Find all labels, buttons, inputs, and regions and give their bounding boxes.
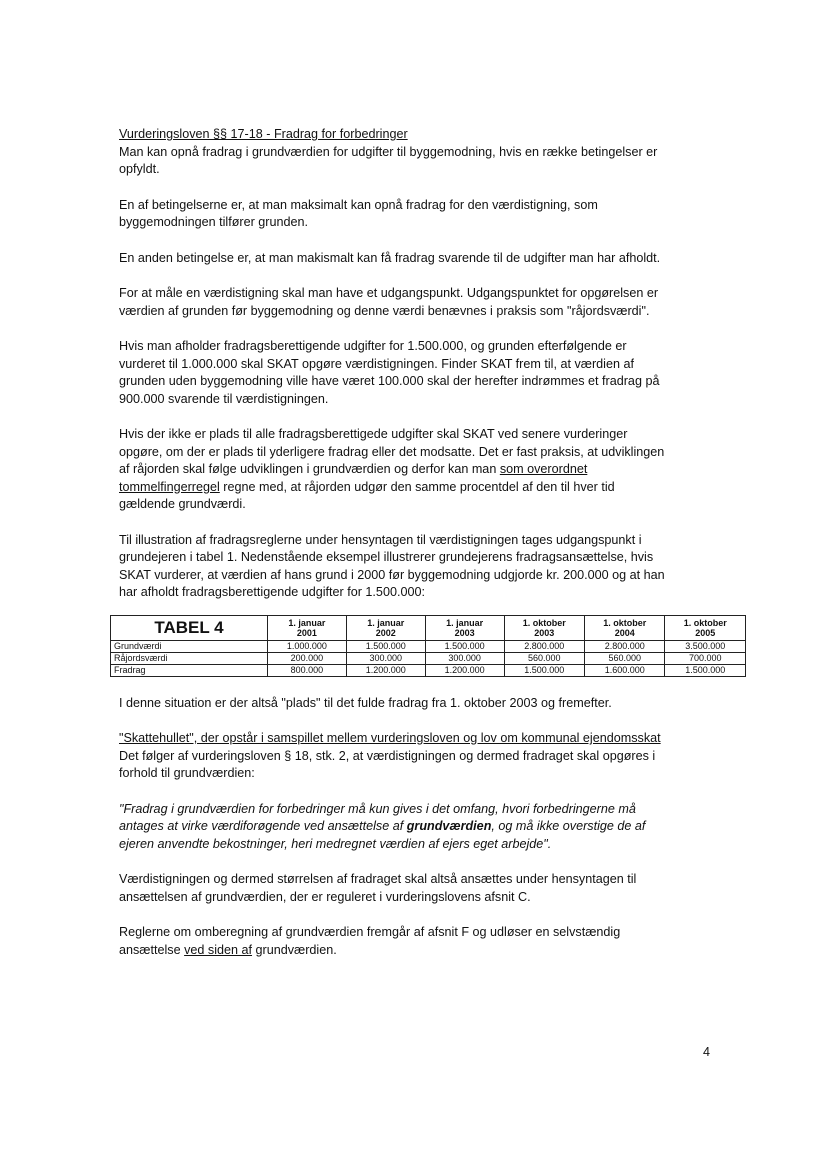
text-line: opgøre, om der er plads til yderligere fradrag eller det modsatte. Det er fast praksis, at udviklingen bbox=[119, 444, 665, 459]
paragraph-2 bbox=[119, 197, 719, 232]
text-line: har afholdt fradragsberettigende udgifter for 1.500.000: bbox=[119, 585, 425, 599]
table-cell: 1.200.000 bbox=[425, 664, 504, 676]
table-row bbox=[111, 652, 746, 664]
underlined-text: tommelfingerregel bbox=[119, 479, 220, 494]
text-line bbox=[119, 818, 719, 836]
paragraph-6 bbox=[119, 426, 719, 514]
paragraph-5 bbox=[119, 338, 719, 408]
paragraph-7 bbox=[119, 532, 719, 602]
table-cell: 1.500.000 bbox=[425, 640, 504, 652]
table-row bbox=[111, 640, 746, 652]
text-span: ansættelse bbox=[119, 942, 185, 957]
column-header: 1. oktober 2005 bbox=[665, 615, 746, 640]
table-cell: 300.000 bbox=[425, 652, 504, 664]
text-line: Man kan opnå fradrag i grundværdien for udgifter til byggemodning, hvis en række betingelser er bbox=[119, 144, 658, 159]
paragraph-8 bbox=[119, 695, 719, 713]
text-line: ejeren anvendte bekostninger, heri medregnet værdien af ejers eget arbejde". bbox=[119, 836, 552, 851]
underlined-text: som overordnet bbox=[499, 462, 588, 476]
column-header: 1. januar 2001 bbox=[268, 615, 347, 640]
table-cell: 300.000 bbox=[346, 652, 425, 664]
text-span: regne med, at råjorden udgør den samme procentdel af den til hver tid bbox=[219, 479, 615, 494]
table-cell: 2.800.000 bbox=[585, 640, 665, 652]
table-cell: 560.000 bbox=[504, 652, 584, 664]
text-line: SKAT vurderer, at værdien af hans grund i 2000 før byggemodning udgjorde kr. 200.000 og at han bbox=[119, 567, 665, 582]
table-4 bbox=[110, 615, 746, 677]
table-cell: 2.800.000 bbox=[504, 640, 584, 652]
section-heading-2: "Skattehullet", der opstår i samspillet mellem vurderingsloven og lov om kommunal ejendomsskat bbox=[119, 731, 661, 745]
table-cell: 1.000.000 bbox=[268, 640, 347, 652]
text-span: , og må ikke overstige de af bbox=[491, 819, 646, 833]
bold-text: grundværdien bbox=[406, 819, 492, 833]
column-header: 1. januar 2002 bbox=[346, 615, 425, 640]
text-line: forhold til grundværdien: bbox=[119, 766, 255, 780]
text-line: I denne situation er der altså "plads" til det fulde fradrag fra 1. oktober 2003 og fremefter. bbox=[119, 695, 612, 710]
text-line: gældende grundværdi. bbox=[119, 497, 246, 511]
text-line: Reglerne om omberegning af grundværdien fremgår af afsnit F og udløser en selvstændig bbox=[119, 925, 621, 939]
row-label: Grundværdi bbox=[111, 640, 268, 652]
table-cell: 1.500.000 bbox=[504, 664, 584, 676]
text-line bbox=[119, 479, 719, 497]
paragraph-11 bbox=[119, 924, 719, 959]
text-line: Værdistigningen og dermed størrelsen af fradraget skal altså ansættes under hensyntagen til bbox=[119, 872, 637, 886]
column-header: 1. januar 2003 bbox=[425, 615, 504, 640]
text-line: Hvis man afholder fradragsberettigende udgifter for 1.500.000, og grunden efterfølgende er bbox=[119, 339, 627, 353]
text-line: byggemodningen tilfører grunden. bbox=[119, 215, 309, 229]
table-row bbox=[111, 664, 746, 676]
table-cell: 200.000 bbox=[268, 652, 347, 664]
text-line bbox=[119, 942, 719, 960]
paragraph-3 bbox=[119, 250, 719, 268]
text-span: af råjorden skal følge udviklingen i grundværdien og derfor kan man bbox=[119, 462, 500, 476]
table-cell: 1.500.000 bbox=[346, 640, 425, 652]
text-line: En anden betingelse er, at man makismalt kan få fradrag svarende til de udgifter man har afholdt. bbox=[119, 250, 661, 265]
text-line: 900.000 svarende til værdistigningen. bbox=[119, 391, 329, 406]
underlined-text: ved siden af bbox=[184, 942, 253, 957]
text-span: antages at virke værdiforøgende ved ansættelse af bbox=[119, 819, 407, 833]
text-line: opfyldt. bbox=[119, 162, 160, 176]
text-line: ansættelsen af grundværdien, der er reguleret i vurderingslovens afsnit C. bbox=[119, 889, 531, 904]
table-header-row bbox=[111, 615, 746, 640]
row-label: Råjordsværdi bbox=[111, 652, 268, 664]
text-line: værdien af grunden før byggemodning og denne værdi benævnes i praksis som "råjordsværdi". bbox=[119, 303, 650, 318]
legal-quote bbox=[119, 801, 719, 854]
row-label: Fradrag bbox=[111, 664, 268, 676]
text-line: grunden uden byggemodning ville have været 100.000 skal der herefter indrømmes et fradrag på bbox=[119, 374, 660, 388]
column-header: 1. oktober 2003 bbox=[504, 615, 584, 640]
text-line: En af betingelserne er, at man maksimalt kan opnå fradrag for den værdistigning, som bbox=[119, 197, 598, 212]
text-line: vurderet til 1.000.000 skal SKAT opgøre værdistigningen. Finder SKAT frem til, at værdien af bbox=[119, 356, 634, 371]
table-cell: 1.600.000 bbox=[585, 664, 665, 676]
table-cell: 1.500.000 bbox=[665, 664, 746, 676]
text-span: grundværdien. bbox=[252, 942, 337, 957]
paragraph-9 bbox=[119, 748, 719, 783]
text-line bbox=[119, 461, 719, 479]
page-number: 4 bbox=[703, 1045, 711, 1059]
text-line: grundejeren i tabel 1. Nedenstående eksempel illustrerer grundejerens fradragsansættelse, hvis bbox=[119, 550, 654, 564]
paragraph-4 bbox=[119, 285, 719, 320]
table-cell: 700.000 bbox=[665, 652, 746, 664]
table-cell: 800.000 bbox=[268, 664, 347, 676]
paragraph-10 bbox=[119, 871, 719, 906]
section-heading-1: Vurderingsloven §§ 17-18 - Fradrag for forbedringer bbox=[119, 127, 408, 141]
table-cell: 560.000 bbox=[585, 652, 665, 664]
table-cell: 3.500.000 bbox=[665, 640, 746, 652]
text-line: Det følger af vurderingsloven § 18, stk. 2, at værdistigningen og dermed fradraget skal opgøres i bbox=[119, 748, 656, 763]
table-cell: 1.200.000 bbox=[346, 664, 425, 676]
table-title: TABEL 4 bbox=[111, 615, 268, 640]
paragraph-1 bbox=[119, 144, 719, 179]
text-line: Til illustration af fradragsreglerne under hensyntagen til værdistigningen tages udgangspunkt i bbox=[119, 532, 642, 547]
column-header: 1. oktober 2004 bbox=[585, 615, 665, 640]
text-line: Hvis der ikke er plads til alle fradragsberettigede udgifter skal SKAT ved senere vurderinger bbox=[119, 427, 628, 441]
text-line: For at måle en værdistigning skal man have et udgangspunkt. Udgangspunktet for opgørelsen er bbox=[119, 286, 659, 300]
text-line: "Fradrag i grundværdien for forbedringer må kun gives i det omfang, hvori forbedringerne må bbox=[119, 801, 636, 816]
document-body bbox=[114, 126, 727, 977]
